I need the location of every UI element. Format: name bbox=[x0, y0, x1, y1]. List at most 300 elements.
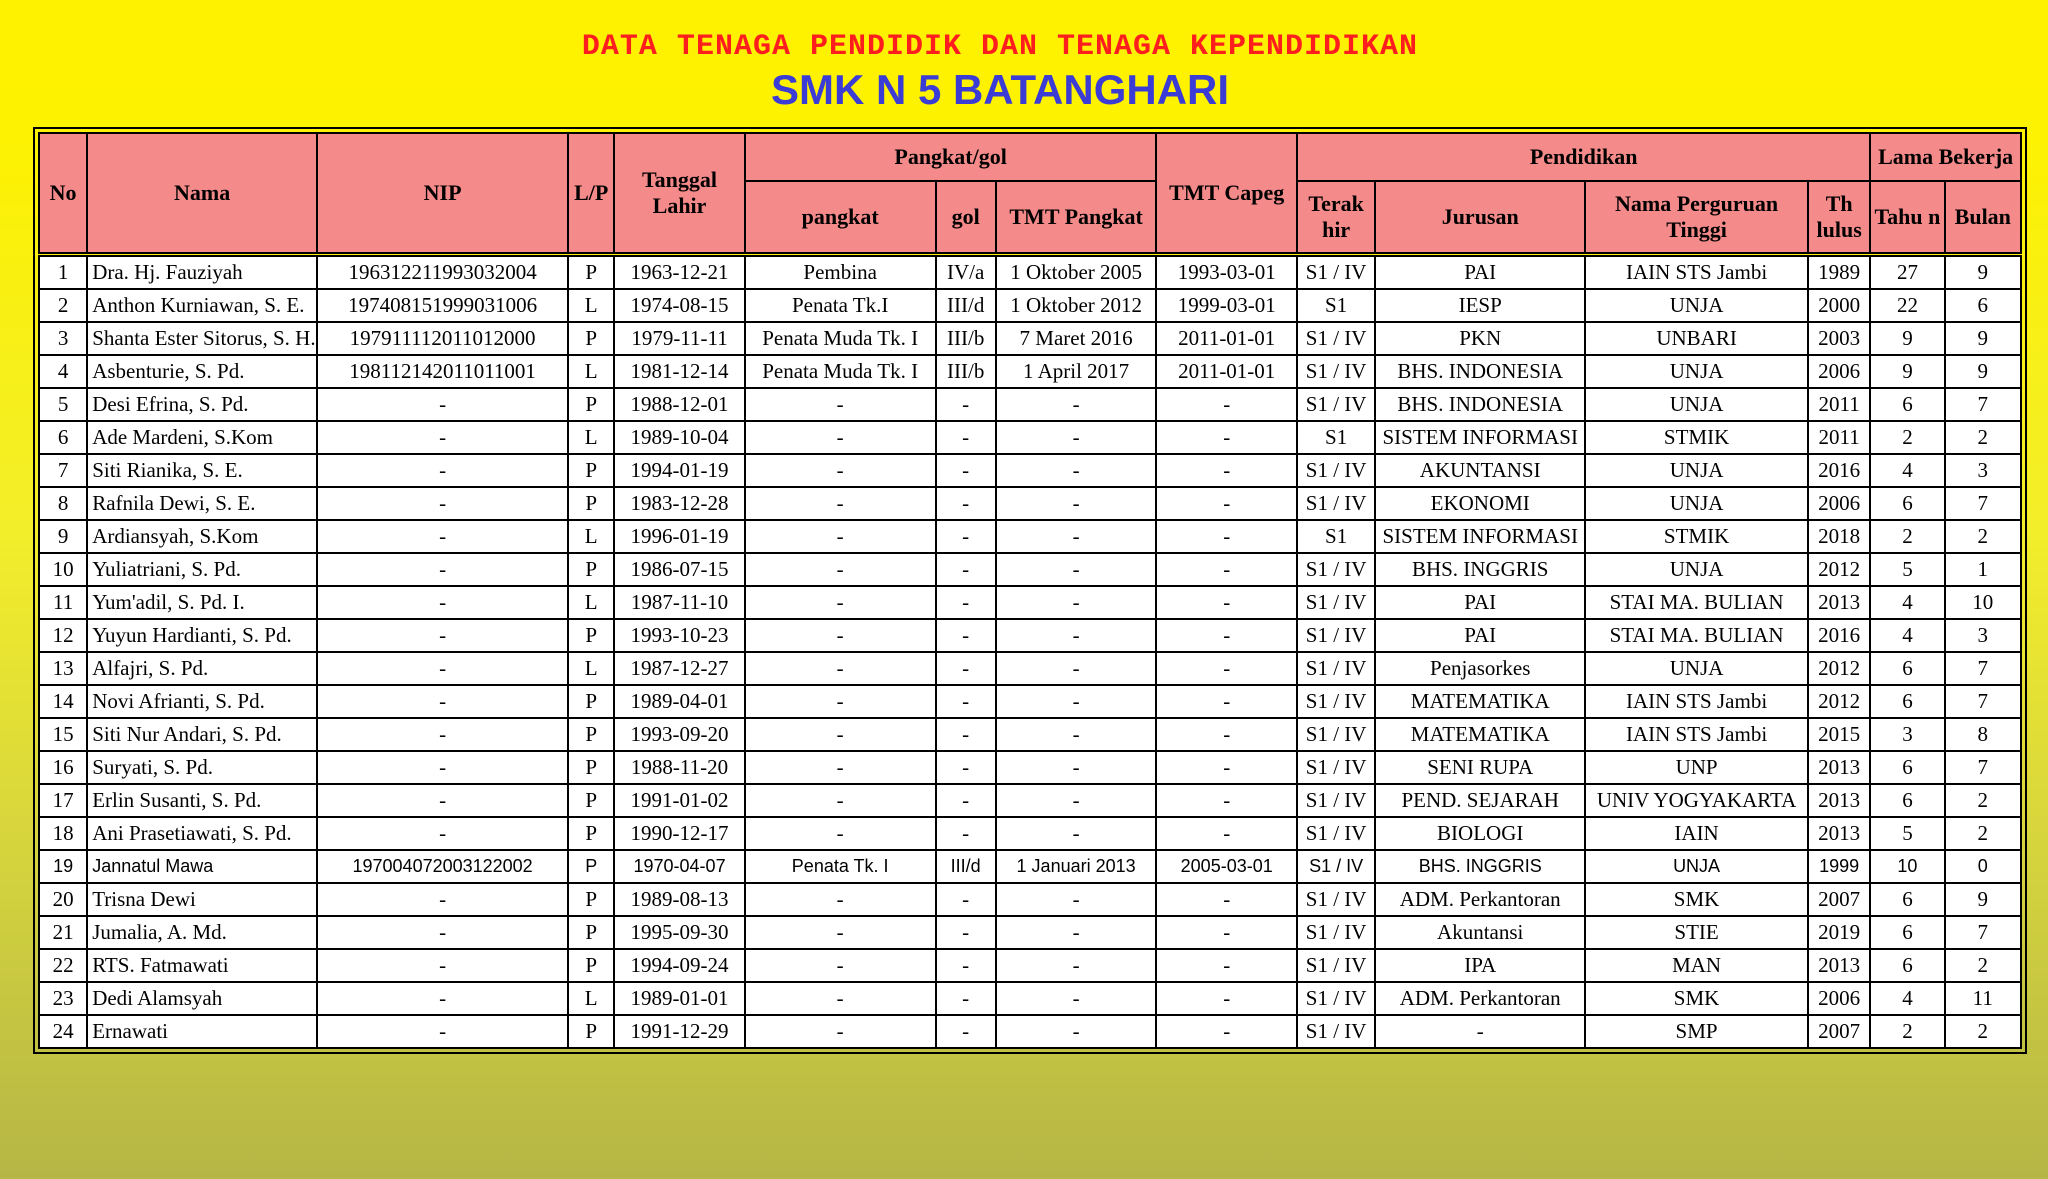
cell-nama: Siti Rianika, S. E. bbox=[87, 454, 317, 487]
cell-perguruan-tinggi: SMK bbox=[1585, 883, 1808, 916]
cell-jurusan: SISTEM INFORMASI bbox=[1375, 421, 1585, 454]
cell-tmt-pangkat: - bbox=[996, 520, 1157, 553]
cell-gol: - bbox=[936, 916, 996, 949]
cell-no: 22 bbox=[39, 949, 87, 982]
cell-tanggal-lahir: 1981-12-14 bbox=[614, 355, 745, 388]
cell-tanggal-lahir: 1989-10-04 bbox=[614, 421, 745, 454]
table-row bbox=[39, 355, 2021, 388]
cell-tanggal-lahir: 1986-07-15 bbox=[614, 553, 745, 586]
header-pangkat: pangkat bbox=[745, 181, 936, 255]
table-row bbox=[39, 916, 2021, 949]
cell-gol: - bbox=[936, 982, 996, 1015]
cell-gol: - bbox=[936, 1015, 996, 1048]
cell-nip: 198112142011011001 bbox=[317, 355, 568, 388]
cell-nama: Rafnila Dewi, S. E. bbox=[87, 487, 317, 520]
cell-lp: P bbox=[568, 817, 614, 850]
header-pangkat-gol: Pangkat/gol bbox=[745, 133, 1157, 181]
cell-th-lulus: 2003 bbox=[1808, 322, 1870, 355]
cell-gol: - bbox=[936, 454, 996, 487]
cell-gol: - bbox=[936, 586, 996, 619]
cell-tmt-pangkat: - bbox=[996, 454, 1157, 487]
cell-tmt-capeg: - bbox=[1156, 751, 1297, 784]
header-tanggal-lahir: Tanggal Lahir bbox=[614, 133, 745, 255]
cell-pangkat: - bbox=[745, 949, 936, 982]
cell-bulan: 2 bbox=[1945, 817, 2021, 850]
table-row bbox=[39, 454, 2021, 487]
staff-table-frame bbox=[33, 127, 2027, 1054]
cell-bulan: 7 bbox=[1945, 487, 2021, 520]
cell-tmt-pangkat: - bbox=[996, 421, 1157, 454]
cell-bulan: 3 bbox=[1945, 619, 2021, 652]
cell-tmt-pangkat: - bbox=[996, 916, 1157, 949]
cell-tmt-capeg: - bbox=[1156, 487, 1297, 520]
cell-tmt-capeg: - bbox=[1156, 685, 1297, 718]
cell-no: 23 bbox=[39, 982, 87, 1015]
table-row bbox=[39, 255, 2021, 290]
cell-gol: - bbox=[936, 817, 996, 850]
cell-th-lulus: 2006 bbox=[1808, 487, 1870, 520]
cell-tmt-pangkat: - bbox=[996, 784, 1157, 817]
cell-tmt-pangkat: - bbox=[996, 553, 1157, 586]
cell-pendidikan-terakhir: S1 / IV bbox=[1297, 817, 1375, 850]
cell-tahun: 6 bbox=[1870, 916, 1944, 949]
cell-pendidikan-terakhir: S1 / IV bbox=[1297, 619, 1375, 652]
cell-no: 6 bbox=[39, 421, 87, 454]
cell-th-lulus: 2013 bbox=[1808, 817, 1870, 850]
cell-nama: Jumalia, A. Md. bbox=[87, 916, 317, 949]
cell-th-lulus: 2016 bbox=[1808, 619, 1870, 652]
cell-jurusan: PAI bbox=[1375, 255, 1585, 290]
cell-gol: - bbox=[936, 388, 996, 421]
cell-tanggal-lahir: 1989-01-01 bbox=[614, 982, 745, 1015]
cell-perguruan-tinggi: STAI MA. BULIAN bbox=[1585, 586, 1808, 619]
cell-pendidikan-terakhir: S1 / IV bbox=[1297, 652, 1375, 685]
table-row bbox=[39, 520, 2021, 553]
cell-th-lulus: 2011 bbox=[1808, 388, 1870, 421]
cell-tmt-pangkat: - bbox=[996, 388, 1157, 421]
cell-tahun: 2 bbox=[1870, 1015, 1944, 1048]
cell-pendidikan-terakhir: S1 / IV bbox=[1297, 949, 1375, 982]
cell-lp: P bbox=[568, 718, 614, 751]
cell-no: 8 bbox=[39, 487, 87, 520]
cell-no: 18 bbox=[39, 817, 87, 850]
cell-perguruan-tinggi: SMP bbox=[1585, 1015, 1808, 1048]
cell-perguruan-tinggi: UNJA bbox=[1585, 652, 1808, 685]
cell-pendidikan-terakhir: S1 / IV bbox=[1297, 322, 1375, 355]
cell-pangkat: - bbox=[745, 817, 936, 850]
cell-perguruan-tinggi: UNJA bbox=[1585, 388, 1808, 421]
header-tmt-pangkat: TMT Pangkat bbox=[996, 181, 1157, 255]
cell-nip: 197004072003122002 bbox=[317, 850, 568, 883]
cell-lp: P bbox=[568, 487, 614, 520]
cell-bulan: 7 bbox=[1945, 685, 2021, 718]
cell-no: 10 bbox=[39, 553, 87, 586]
cell-gol: III/d bbox=[936, 850, 996, 883]
cell-pendidikan-terakhir: S1 / IV bbox=[1297, 751, 1375, 784]
cell-jurusan: BHS. INGGRIS bbox=[1375, 553, 1585, 586]
cell-tanggal-lahir: 1994-01-19 bbox=[614, 454, 745, 487]
cell-bulan: 7 bbox=[1945, 916, 2021, 949]
cell-pendidikan-terakhir: S1 bbox=[1297, 520, 1375, 553]
cell-tmt-pangkat: - bbox=[996, 1015, 1157, 1048]
cell-th-lulus: 1999 bbox=[1808, 850, 1870, 883]
cell-tmt-pangkat: - bbox=[996, 751, 1157, 784]
cell-no: 12 bbox=[39, 619, 87, 652]
cell-gol: III/b bbox=[936, 355, 996, 388]
cell-gol: - bbox=[936, 685, 996, 718]
cell-tmt-capeg: - bbox=[1156, 718, 1297, 751]
header-lama-bekerja: Lama Bekerja bbox=[1870, 133, 2021, 181]
cell-tahun: 6 bbox=[1870, 685, 1944, 718]
cell-bulan: 7 bbox=[1945, 652, 2021, 685]
cell-perguruan-tinggi: UNJA bbox=[1585, 454, 1808, 487]
header-gol: gol bbox=[936, 181, 996, 255]
cell-lp: P bbox=[568, 883, 614, 916]
cell-perguruan-tinggi: IAIN STS Jambi bbox=[1585, 255, 1808, 290]
cell-lp: L bbox=[568, 652, 614, 685]
cell-tahun: 6 bbox=[1870, 784, 1944, 817]
cell-tmt-pangkat: - bbox=[996, 685, 1157, 718]
cell-gol: - bbox=[936, 520, 996, 553]
header-jurusan: Jurusan bbox=[1375, 181, 1585, 255]
cell-gol: - bbox=[936, 784, 996, 817]
cell-pangkat: - bbox=[745, 586, 936, 619]
cell-tanggal-lahir: 1974-08-15 bbox=[614, 289, 745, 322]
table-row bbox=[39, 619, 2021, 652]
cell-tahun: 9 bbox=[1870, 355, 1944, 388]
cell-perguruan-tinggi: UNJA bbox=[1585, 850, 1808, 883]
cell-nama: Suryati, S. Pd. bbox=[87, 751, 317, 784]
cell-pangkat: - bbox=[745, 883, 936, 916]
cell-th-lulus: 2006 bbox=[1808, 355, 1870, 388]
cell-pendidikan-terakhir: S1 bbox=[1297, 289, 1375, 322]
cell-gol: - bbox=[936, 883, 996, 916]
cell-nip: - bbox=[317, 751, 568, 784]
cell-tmt-capeg: - bbox=[1156, 784, 1297, 817]
cell-tanggal-lahir: 1989-04-01 bbox=[614, 685, 745, 718]
cell-no: 17 bbox=[39, 784, 87, 817]
cell-pendidikan-terakhir: S1 bbox=[1297, 421, 1375, 454]
cell-pangkat: - bbox=[745, 487, 936, 520]
cell-tmt-capeg: - bbox=[1156, 520, 1297, 553]
cell-tmt-capeg: - bbox=[1156, 454, 1297, 487]
cell-tmt-pangkat: - bbox=[996, 619, 1157, 652]
cell-bulan: 10 bbox=[1945, 586, 2021, 619]
cell-pendidikan-terakhir: S1 / IV bbox=[1297, 685, 1375, 718]
cell-pangkat: - bbox=[745, 751, 936, 784]
cell-tmt-capeg: - bbox=[1156, 949, 1297, 982]
cell-gol: - bbox=[936, 652, 996, 685]
cell-tahun: 5 bbox=[1870, 553, 1944, 586]
cell-gol: - bbox=[936, 619, 996, 652]
cell-pendidikan-terakhir: S1 / IV bbox=[1297, 883, 1375, 916]
cell-nama: Asbenturie, S. Pd. bbox=[87, 355, 317, 388]
cell-nip: - bbox=[317, 784, 568, 817]
cell-tanggal-lahir: 1987-12-27 bbox=[614, 652, 745, 685]
cell-th-lulus: 1989 bbox=[1808, 255, 1870, 290]
cell-nama: Ani Prasetiawati, S. Pd. bbox=[87, 817, 317, 850]
cell-jurusan: EKONOMI bbox=[1375, 487, 1585, 520]
cell-bulan: 9 bbox=[1945, 883, 2021, 916]
cell-lp: P bbox=[568, 388, 614, 421]
cell-jurusan: MATEMATIKA bbox=[1375, 718, 1585, 751]
table-row bbox=[39, 421, 2021, 454]
cell-perguruan-tinggi: STIE bbox=[1585, 916, 1808, 949]
table-row bbox=[39, 652, 2021, 685]
cell-no: 20 bbox=[39, 883, 87, 916]
cell-tmt-capeg: 1993-03-01 bbox=[1156, 255, 1297, 290]
table-row bbox=[39, 850, 2021, 883]
cell-jurusan: SISTEM INFORMASI bbox=[1375, 520, 1585, 553]
cell-perguruan-tinggi: IAIN STS Jambi bbox=[1585, 718, 1808, 751]
cell-perguruan-tinggi: UNP bbox=[1585, 751, 1808, 784]
cell-pangkat: - bbox=[745, 718, 936, 751]
cell-nip: 197911112011012000 bbox=[317, 322, 568, 355]
cell-gol: - bbox=[936, 421, 996, 454]
cell-gol: - bbox=[936, 718, 996, 751]
header-no: No bbox=[39, 133, 87, 255]
cell-pangkat: - bbox=[745, 388, 936, 421]
cell-nama: Trisna Dewi bbox=[87, 883, 317, 916]
cell-tahun: 22 bbox=[1870, 289, 1944, 322]
cell-lp: L bbox=[568, 586, 614, 619]
table-row bbox=[39, 553, 2021, 586]
table-row bbox=[39, 883, 2021, 916]
cell-pendidikan-terakhir: S1 / IV bbox=[1297, 454, 1375, 487]
cell-perguruan-tinggi: STAI MA. BULIAN bbox=[1585, 619, 1808, 652]
header-bulan: Bulan bbox=[1945, 181, 2021, 255]
cell-tahun: 4 bbox=[1870, 619, 1944, 652]
cell-tanggal-lahir: 1988-11-20 bbox=[614, 751, 745, 784]
cell-lp: L bbox=[568, 289, 614, 322]
cell-pangkat: - bbox=[745, 982, 936, 1015]
cell-nip: - bbox=[317, 982, 568, 1015]
cell-tmt-pangkat: - bbox=[996, 883, 1157, 916]
cell-bulan: 1 bbox=[1945, 553, 2021, 586]
cell-perguruan-tinggi: UNJA bbox=[1585, 553, 1808, 586]
cell-th-lulus: 2011 bbox=[1808, 421, 1870, 454]
cell-tanggal-lahir: 1993-09-20 bbox=[614, 718, 745, 751]
cell-th-lulus: 2016 bbox=[1808, 454, 1870, 487]
header-nip: NIP bbox=[317, 133, 568, 255]
table-body bbox=[39, 255, 2021, 1049]
cell-gol: III/b bbox=[936, 322, 996, 355]
cell-perguruan-tinggi: STMIK bbox=[1585, 421, 1808, 454]
cell-nama: Ernawati bbox=[87, 1015, 317, 1048]
cell-no: 4 bbox=[39, 355, 87, 388]
cell-tahun: 9 bbox=[1870, 322, 1944, 355]
cell-no: 7 bbox=[39, 454, 87, 487]
cell-nip: - bbox=[317, 883, 568, 916]
cell-gol: - bbox=[936, 553, 996, 586]
cell-nama: Yum'adil, S. Pd. I. bbox=[87, 586, 317, 619]
cell-bulan: 2 bbox=[1945, 1015, 2021, 1048]
table-header bbox=[39, 133, 2021, 255]
cell-lp: P bbox=[568, 1015, 614, 1048]
table-row bbox=[39, 586, 2021, 619]
header-tmt-capeg: TMT Capeg bbox=[1156, 133, 1297, 255]
header-tahun: Tahu n bbox=[1870, 181, 1944, 255]
cell-gol: III/d bbox=[936, 289, 996, 322]
cell-jurusan: PAI bbox=[1375, 586, 1585, 619]
cell-bulan: 2 bbox=[1945, 949, 2021, 982]
cell-nama: Shanta Ester Sitorus, S. H. bbox=[87, 322, 317, 355]
cell-nama: Anthon Kurniawan, S. E. bbox=[87, 289, 317, 322]
cell-th-lulus: 2018 bbox=[1808, 520, 1870, 553]
table-row bbox=[39, 322, 2021, 355]
cell-bulan: 7 bbox=[1945, 751, 2021, 784]
cell-lp: P bbox=[568, 255, 614, 290]
cell-nip: 196312211993032004 bbox=[317, 255, 568, 290]
cell-jurusan: Penjasorkes bbox=[1375, 652, 1585, 685]
table-row bbox=[39, 718, 2021, 751]
cell-jurusan: BHS. INGGRIS bbox=[1375, 850, 1585, 883]
cell-tanggal-lahir: 1995-09-30 bbox=[614, 916, 745, 949]
cell-lp: P bbox=[568, 784, 614, 817]
cell-nip: - bbox=[317, 685, 568, 718]
cell-pangkat: - bbox=[745, 619, 936, 652]
cell-tahun: 10 bbox=[1870, 850, 1944, 883]
cell-no: 2 bbox=[39, 289, 87, 322]
cell-nip: - bbox=[317, 817, 568, 850]
table-row bbox=[39, 982, 2021, 1015]
cell-tmt-capeg: 1999-03-01 bbox=[1156, 289, 1297, 322]
cell-tanggal-lahir: 1991-12-29 bbox=[614, 1015, 745, 1048]
cell-th-lulus: 2012 bbox=[1808, 685, 1870, 718]
cell-tanggal-lahir: 1994-09-24 bbox=[614, 949, 745, 982]
cell-jurusan: IESP bbox=[1375, 289, 1585, 322]
cell-tmt-pangkat: - bbox=[996, 487, 1157, 520]
cell-tahun: 6 bbox=[1870, 388, 1944, 421]
cell-tahun: 27 bbox=[1870, 255, 1944, 290]
document-title: DATA TENAGA PENDIDIK DAN TENAGA KEPENDIDIKAN bbox=[581, 30, 1419, 64]
cell-bulan: 2 bbox=[1945, 421, 2021, 454]
cell-tanggal-lahir: 1989-08-13 bbox=[614, 883, 745, 916]
cell-pendidikan-terakhir: S1 / IV bbox=[1297, 255, 1375, 290]
cell-jurusan: MATEMATIKA bbox=[1375, 685, 1585, 718]
cell-perguruan-tinggi: STMIK bbox=[1585, 520, 1808, 553]
cell-bulan: 9 bbox=[1945, 255, 2021, 290]
cell-bulan: 11 bbox=[1945, 982, 2021, 1015]
table-row bbox=[39, 751, 2021, 784]
cell-nip: 197408151999031006 bbox=[317, 289, 568, 322]
cell-lp: P bbox=[568, 850, 614, 883]
cell-tmt-capeg: - bbox=[1156, 883, 1297, 916]
cell-tmt-pangkat: - bbox=[996, 586, 1157, 619]
cell-bulan: 0 bbox=[1945, 850, 2021, 883]
header-pendidikan: Pendidikan bbox=[1297, 133, 1870, 181]
cell-tmt-capeg: - bbox=[1156, 916, 1297, 949]
cell-bulan: 8 bbox=[1945, 718, 2021, 751]
cell-tanggal-lahir: 1983-12-28 bbox=[614, 487, 745, 520]
cell-jurusan: BHS. INDONESIA bbox=[1375, 355, 1585, 388]
cell-pangkat: Penata Muda Tk. I bbox=[745, 322, 936, 355]
cell-gol: - bbox=[936, 751, 996, 784]
cell-th-lulus: 2013 bbox=[1808, 751, 1870, 784]
cell-tmt-capeg: 2005-03-01 bbox=[1156, 850, 1297, 883]
cell-th-lulus: 2012 bbox=[1808, 553, 1870, 586]
cell-perguruan-tinggi: UNBARI bbox=[1585, 322, 1808, 355]
cell-pendidikan-terakhir: S1 / IV bbox=[1297, 388, 1375, 421]
cell-th-lulus: 2013 bbox=[1808, 949, 1870, 982]
cell-bulan: 7 bbox=[1945, 388, 2021, 421]
cell-lp: P bbox=[568, 949, 614, 982]
cell-tahun: 4 bbox=[1870, 454, 1944, 487]
cell-tahun: 6 bbox=[1870, 751, 1944, 784]
cell-tmt-pangkat: - bbox=[996, 718, 1157, 751]
cell-nama: RTS. Fatmawati bbox=[87, 949, 317, 982]
cell-pangkat: Penata Muda Tk. I bbox=[745, 355, 936, 388]
cell-bulan: 9 bbox=[1945, 355, 2021, 388]
cell-perguruan-tinggi: UNIV YOGYAKARTA bbox=[1585, 784, 1808, 817]
cell-tmt-pangkat: 7 Maret 2016 bbox=[996, 322, 1157, 355]
header-terakhir: Terak hir bbox=[1297, 181, 1375, 255]
header-lp: L/P bbox=[568, 133, 614, 255]
school-name: SMK N 5 BATANGHARI bbox=[770, 66, 1230, 113]
cell-lp: L bbox=[568, 421, 614, 454]
cell-nama: Dra. Hj. Fauziyah bbox=[87, 255, 317, 290]
cell-nip: - bbox=[317, 1015, 568, 1048]
table-row bbox=[39, 388, 2021, 421]
cell-nip: - bbox=[317, 553, 568, 586]
cell-no: 9 bbox=[39, 520, 87, 553]
cell-jurusan: - bbox=[1375, 1015, 1585, 1048]
cell-jurusan: SENI RUPA bbox=[1375, 751, 1585, 784]
cell-gol: - bbox=[936, 949, 996, 982]
cell-tahun: 2 bbox=[1870, 421, 1944, 454]
cell-tmt-capeg: - bbox=[1156, 982, 1297, 1015]
cell-tmt-capeg: - bbox=[1156, 388, 1297, 421]
cell-nip: - bbox=[317, 487, 568, 520]
cell-no: 5 bbox=[39, 388, 87, 421]
cell-pangkat: - bbox=[745, 553, 936, 586]
cell-no: 24 bbox=[39, 1015, 87, 1048]
cell-bulan: 2 bbox=[1945, 784, 2021, 817]
cell-pendidikan-terakhir: S1 / IV bbox=[1297, 982, 1375, 1015]
cell-nama: Dedi Alamsyah bbox=[87, 982, 317, 1015]
cell-pangkat: - bbox=[745, 916, 936, 949]
cell-perguruan-tinggi: UNJA bbox=[1585, 487, 1808, 520]
cell-tanggal-lahir: 1970-04-07 bbox=[614, 850, 745, 883]
table-row bbox=[39, 817, 2021, 850]
cell-nip: - bbox=[317, 388, 568, 421]
cell-lp: P bbox=[568, 916, 614, 949]
cell-pangkat: - bbox=[745, 1015, 936, 1048]
staff-table bbox=[38, 132, 2022, 1049]
cell-tahun: 6 bbox=[1870, 487, 1944, 520]
cell-lp: P bbox=[568, 751, 614, 784]
cell-jurusan: IPA bbox=[1375, 949, 1585, 982]
cell-tmt-pangkat: 1 Oktober 2012 bbox=[996, 289, 1157, 322]
cell-tmt-capeg: - bbox=[1156, 553, 1297, 586]
cell-th-lulus: 2019 bbox=[1808, 916, 1870, 949]
cell-tahun: 6 bbox=[1870, 883, 1944, 916]
table-row bbox=[39, 784, 2021, 817]
cell-no: 16 bbox=[39, 751, 87, 784]
cell-perguruan-tinggi: UNJA bbox=[1585, 289, 1808, 322]
cell-bulan: 2 bbox=[1945, 520, 2021, 553]
cell-perguruan-tinggi: MAN bbox=[1585, 949, 1808, 982]
cell-no: 19 bbox=[39, 850, 87, 883]
cell-tmt-pangkat: 1 Januari 2013 bbox=[996, 850, 1157, 883]
cell-no: 13 bbox=[39, 652, 87, 685]
cell-nama: Desi Efrina, S. Pd. bbox=[87, 388, 317, 421]
cell-no: 14 bbox=[39, 685, 87, 718]
cell-nama: Jannatul Mawa bbox=[87, 850, 317, 883]
header-perguruan-tinggi: Nama Perguruan Tinggi bbox=[1585, 181, 1808, 255]
cell-lp: P bbox=[568, 454, 614, 487]
cell-nama: Siti Nur Andari, S. Pd. bbox=[87, 718, 317, 751]
